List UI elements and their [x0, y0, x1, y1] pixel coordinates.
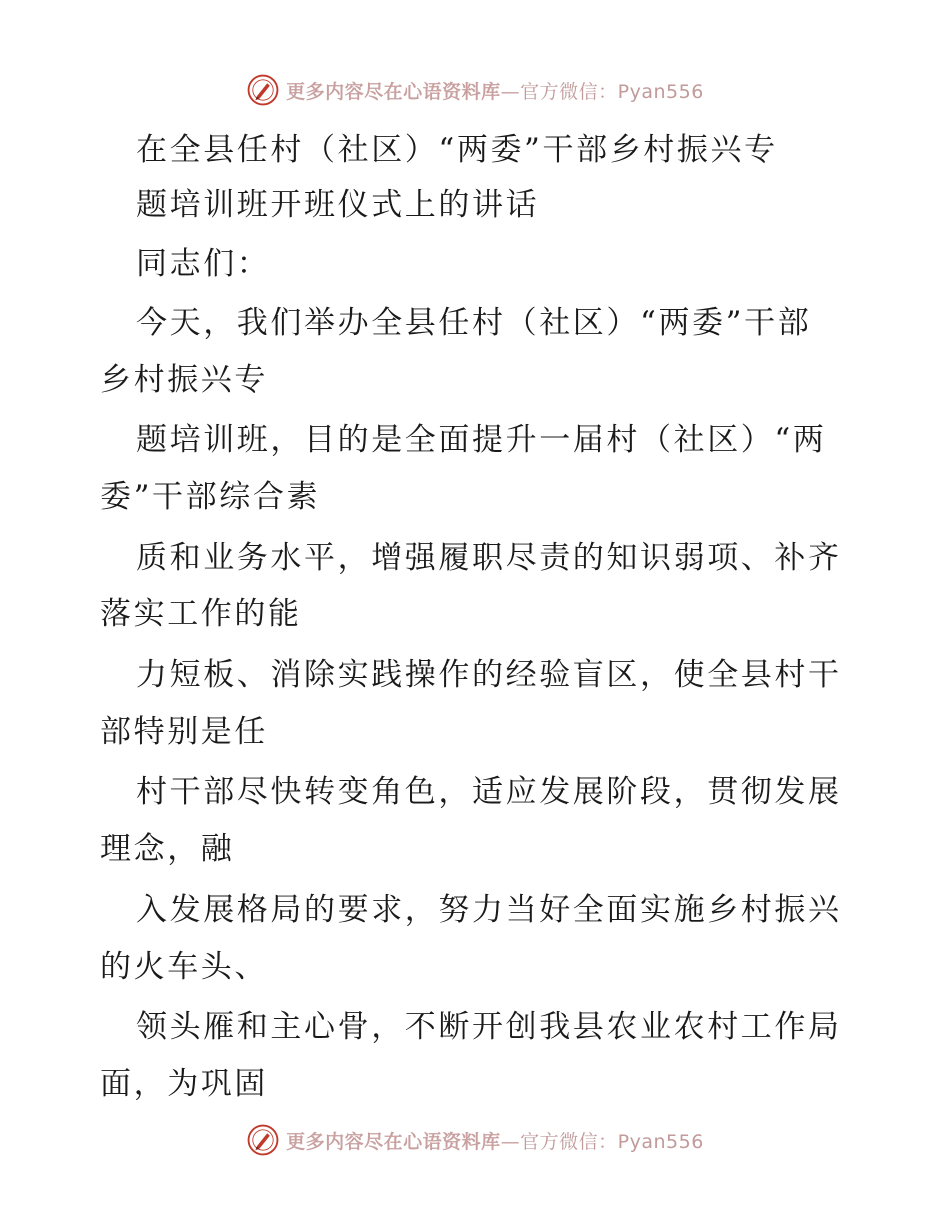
body-line: 乡村振兴专 — [100, 362, 268, 398]
header-banner — [0, 70, 950, 110]
body-line: 村干部尽快转变角色，适应发展阶段，贯彻发展 — [136, 774, 842, 810]
header-banner-wechat: 官方微信：Pyan556 — [520, 80, 704, 103]
header-banner-dash: — — [500, 80, 521, 103]
body-line: 质和业务水平，增强履职尽责的知识弱项、补齐 — [136, 540, 842, 576]
salutation: 同志们： — [136, 246, 271, 282]
body-line: 今天，我们举办全县任村（社区）“两委”干部 — [136, 305, 812, 341]
body-line: 入发展格局的要求，努力当好全面实施乡村振兴 — [136, 892, 842, 928]
footer-banner-text — [286, 1127, 704, 1154]
body-line: 委”干部综合素 — [100, 479, 321, 515]
footer-banner — [0, 1120, 950, 1160]
header-banner-site-name: 更多内容尽在心语资料库 — [286, 80, 501, 103]
document-title-line-2: 题培训班开班仪式上的讲话 — [136, 187, 540, 223]
body-line: 题培训班，目的是全面提升一届村（社区）“两 — [136, 422, 827, 458]
body-line: 力短板、消除实践操作的经验盲区，使全县村干 — [136, 657, 842, 693]
seal-pen-logo-icon — [246, 73, 280, 107]
footer-banner-wechat: 官方微信：Pyan556 — [520, 1130, 704, 1153]
document-title-line-1: 在全县任村（社区）“两委”干部乡村振兴专 — [136, 132, 778, 168]
body-line: 领头雁和主心骨，不断开创我县农业农村工作局 — [136, 1009, 842, 1045]
footer-banner-dash: — — [500, 1130, 521, 1153]
seal-pen-logo-icon — [246, 1123, 280, 1157]
body-line: 部特别是任 — [100, 714, 268, 750]
body-line: 面，为巩固 — [100, 1066, 268, 1102]
body-line: 理念，融 — [100, 831, 235, 867]
body-line: 落实工作的能 — [100, 596, 302, 632]
body-line: 的火车头、 — [100, 949, 268, 985]
header-banner-text — [286, 77, 704, 104]
footer-banner-site-name: 更多内容尽在心语资料库 — [286, 1130, 501, 1153]
